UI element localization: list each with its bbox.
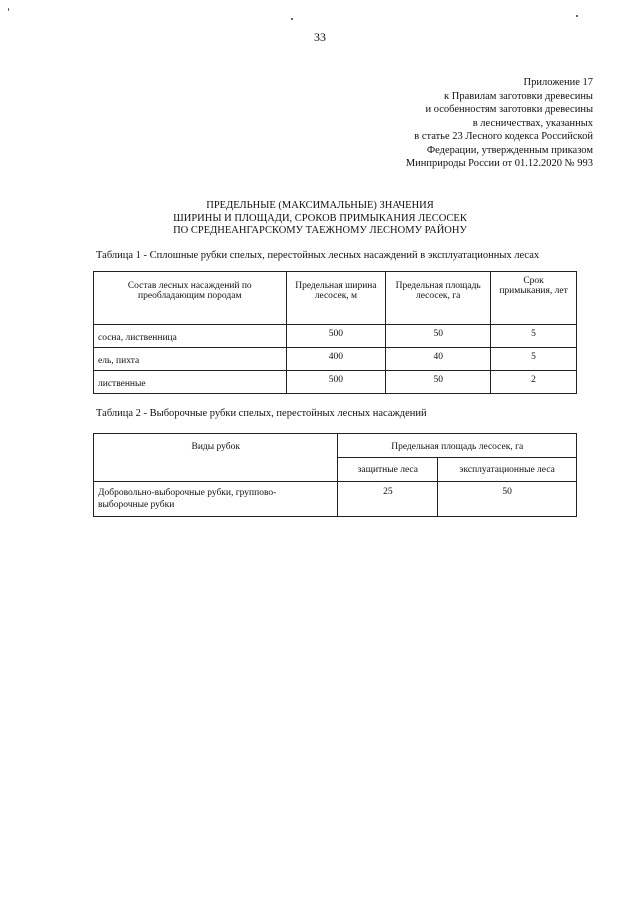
appendix-line: Приложение 17: [523, 77, 593, 88]
appendix-line: Федерации, утвержденным приказом: [426, 144, 593, 156]
scan-speck: [291, 18, 293, 20]
table1-cell-term: 5: [491, 348, 577, 371]
table-row: [94, 325, 577, 348]
table2-cell-exploitation: 50: [438, 482, 577, 517]
table1-cell-term: 5: [491, 325, 577, 348]
table1-cell-width: 400: [286, 348, 386, 371]
table1-header-term: Срок примыкания, лет: [491, 272, 577, 325]
table1-header-area: Предельная площадь лесосек, га: [386, 272, 491, 325]
table-row: [94, 482, 577, 517]
document-title: [0, 200, 640, 238]
table1-cell-composition: сосна, лиственница: [94, 325, 287, 348]
table1-cell-width: 500: [286, 325, 386, 348]
table2-subheader-protective: защитные леса: [338, 458, 438, 482]
appendix-line: в лесничествах, указанных: [472, 117, 593, 129]
appendix-line: Минприроды России от 01.12.2020 № 993: [405, 158, 593, 169]
page-number: 33: [314, 30, 326, 44]
scan-speck: [8, 8, 9, 11]
appendix-line: к Правилам заготовки древесины: [444, 90, 593, 102]
table2-caption: Таблица 2 - Выборочные рубки спелых, перестойных лесных насаждений: [96, 408, 427, 419]
table1-cell-term: 2: [491, 371, 577, 394]
table2-subheader-exploitation: эксплуатационные леса: [438, 458, 577, 482]
table2: [93, 433, 577, 517]
appendix-line: и особенностям заготовки древесины: [425, 104, 593, 115]
table1-header-width: Предельная ширина лесосек, м: [286, 272, 386, 325]
title-line: ШИРИНЫ И ПЛОЩАДИ, СРОКОВ ПРИМЫКАНИЯ ЛЕСОСЕК: [173, 212, 467, 224]
table1-cell-area: 50: [386, 371, 491, 394]
table1: [93, 271, 577, 394]
table-row: [94, 348, 577, 371]
table1-cell-composition: ель, пихта: [94, 348, 287, 371]
appendix-line: в статье 23 Лесного кодекса Российской: [414, 131, 593, 142]
table-row: [94, 371, 577, 394]
table2-header-kind: Виды рубок: [94, 434, 338, 482]
table1-caption: Таблица 1 - Сплошные рубки спелых, перестойных лесных насаждений в эксплуатационных лесах: [96, 250, 540, 261]
table2-cell-protective: 25: [338, 482, 438, 517]
appendix-note: [406, 76, 593, 171]
table1-cell-area: 40: [386, 348, 491, 371]
title-line: ПО СРЕДНЕАНГАРСКОМУ ТАЕЖНОМУ ЛЕСНОМУ РАЙОНУ: [173, 225, 467, 236]
title-line: ПРЕДЕЛЬНЫЕ (МАКСИМАЛЬНЫЕ) ЗНАЧЕНИЯ: [206, 200, 434, 211]
table2-header-row: [94, 434, 577, 458]
table1-header-row: [94, 272, 577, 325]
scan-speck: [576, 15, 578, 17]
table1-cell-area: 50: [386, 325, 491, 348]
table1-cell-width: 500: [286, 371, 386, 394]
table2-cell-kind: Добровольно-выборочные рубки, группово-выборочные рубки: [94, 482, 338, 517]
table1-header-composition: Состав лесных насаждений по преобладающим породам: [94, 272, 287, 325]
table1-cell-composition: лиственные: [94, 371, 287, 394]
table2-header-area: Предельная площадь лесосек, га: [338, 434, 577, 458]
